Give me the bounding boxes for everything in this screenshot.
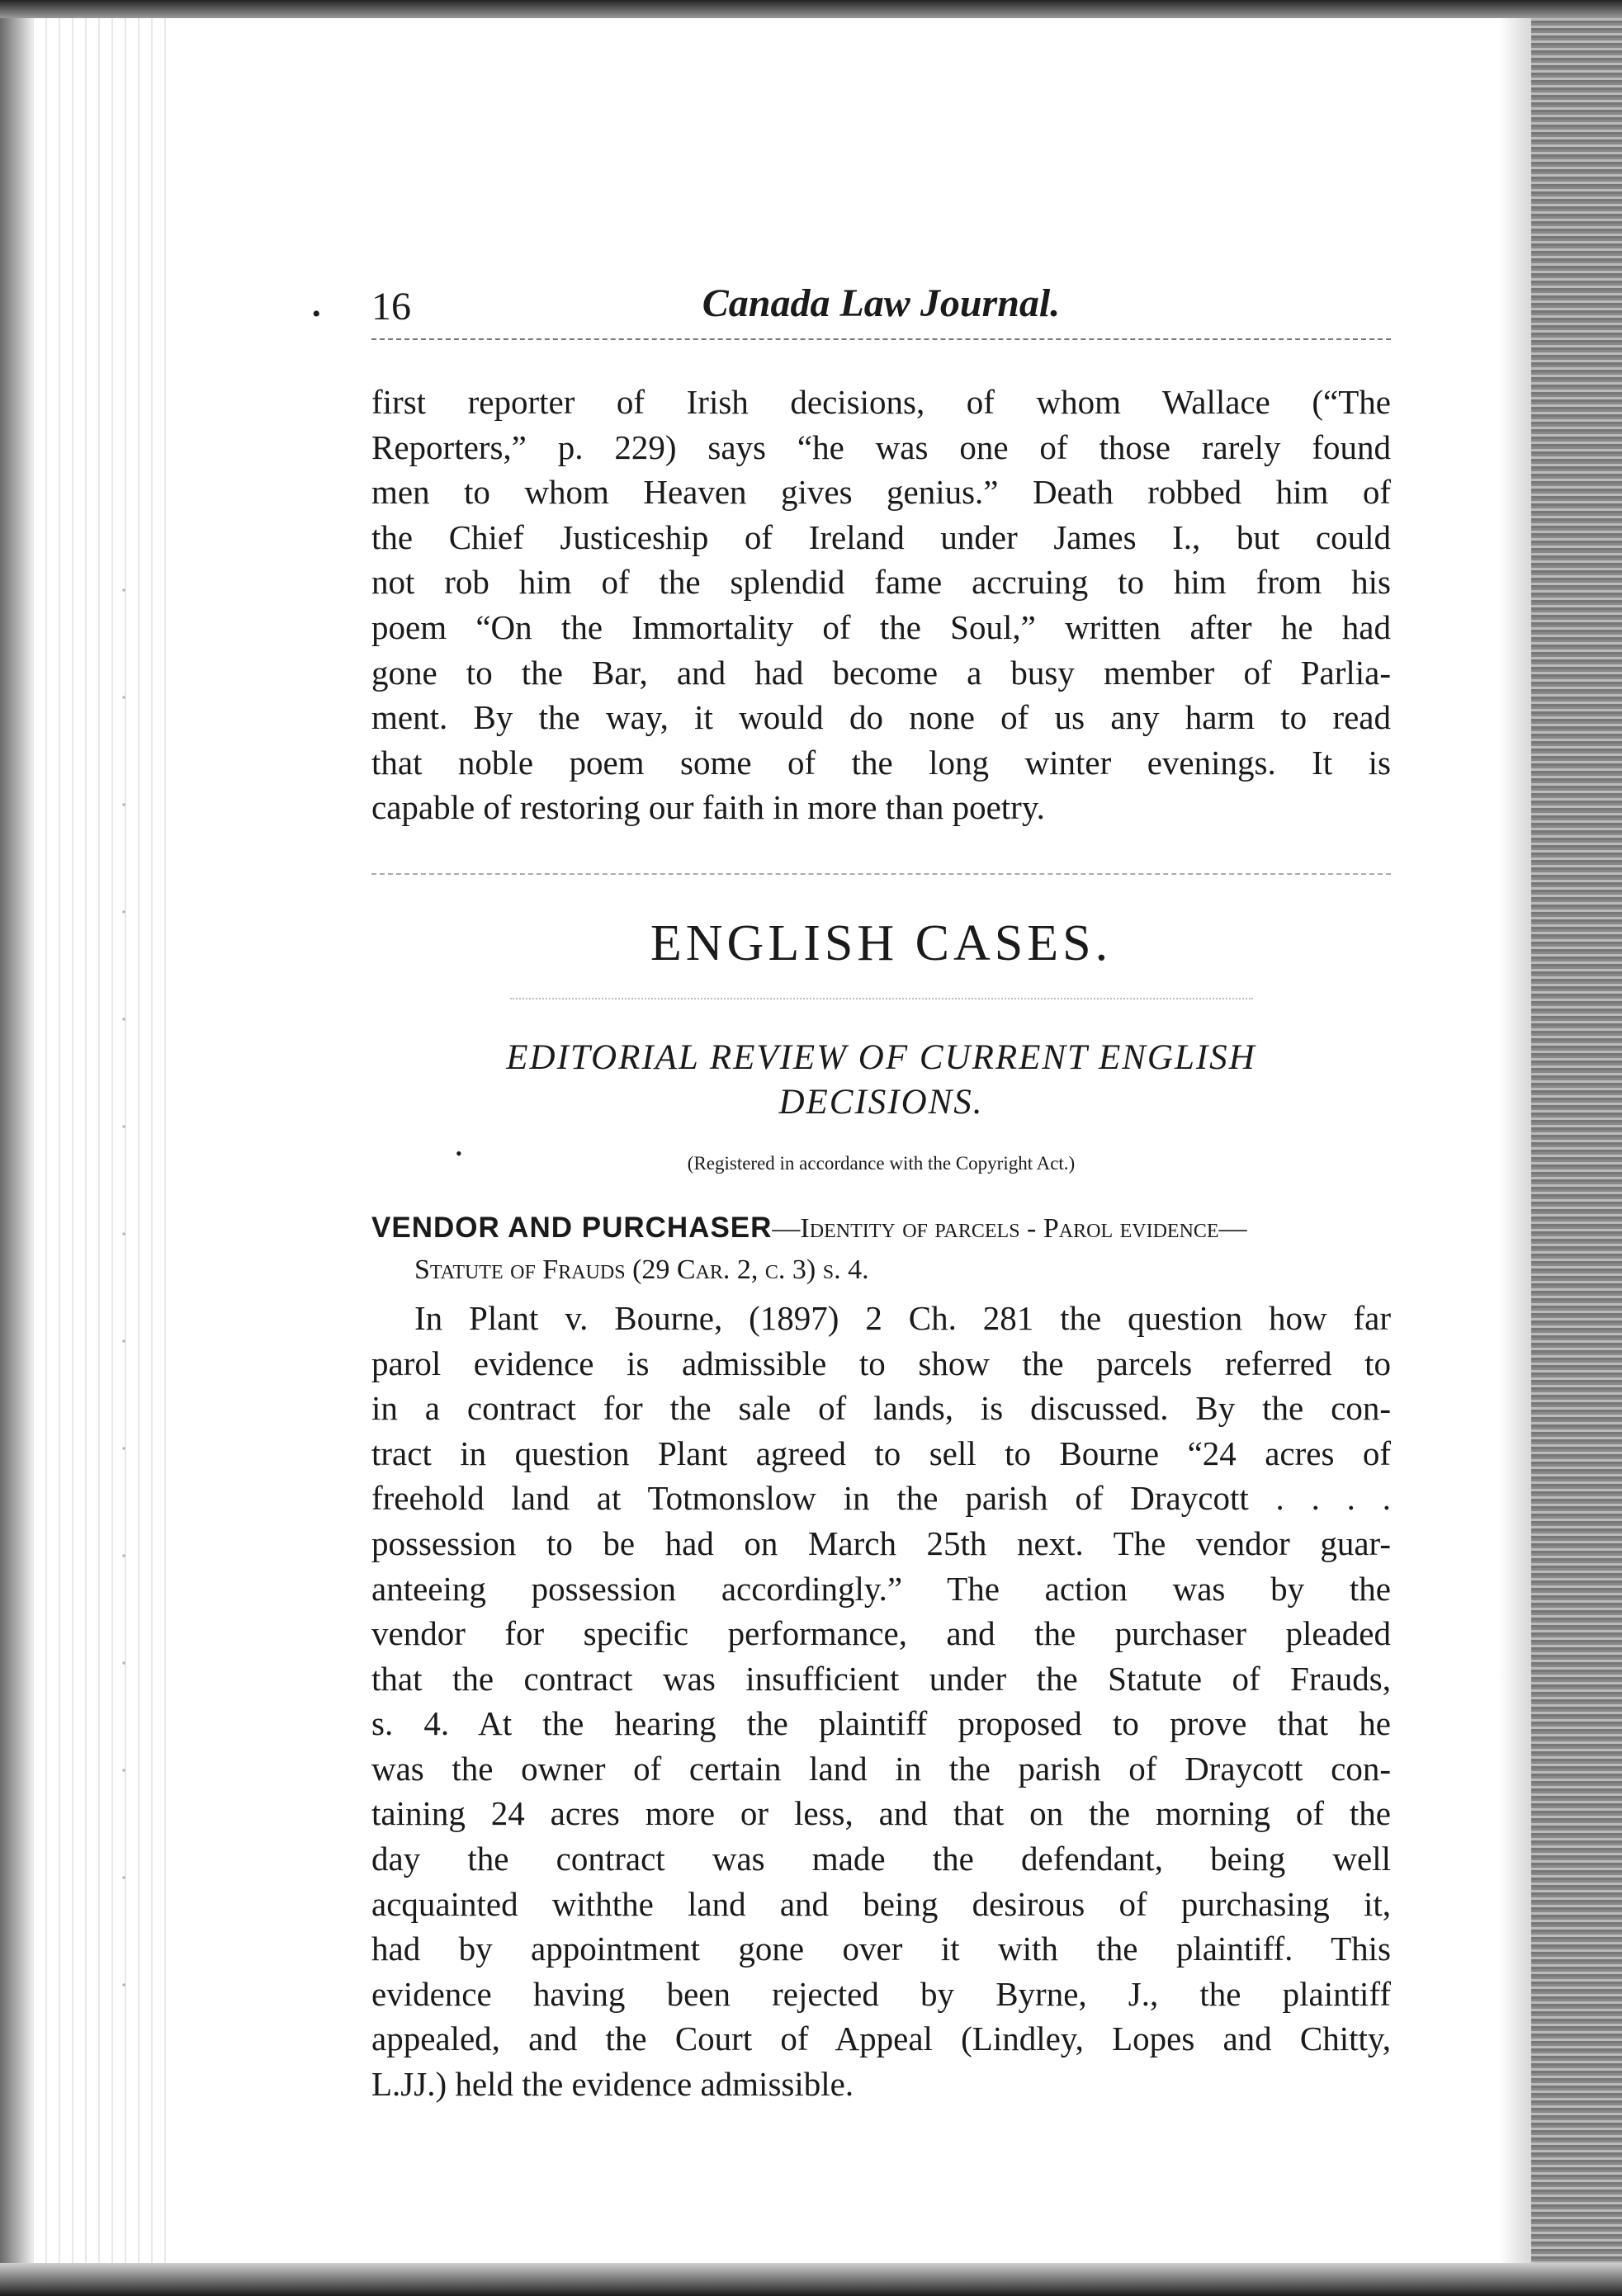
text-line: the Chief Justiceship of Ireland under James I., but could	[371, 517, 1391, 556]
journal-title: Canada Law Journal.	[702, 281, 1061, 325]
margin-mark: •	[312, 300, 321, 328]
text-line: had by appointment gone over it with the plaintiff. This	[371, 1930, 1391, 1968]
case-paragraph	[371, 1296, 1391, 2107]
text-line: capable of restoring our faith in more than poetry.	[371, 788, 1045, 827]
text-line: acquainted withthe land and being desirous of purchasing it,	[371, 1884, 1391, 1923]
page-number: 16	[371, 285, 411, 328]
copyright-notice: (Registered in accordance with the Copyright Act.)	[687, 1152, 1076, 1174]
case-heading-topics: —Identity of parcels - Parol evidence—	[772, 1212, 1247, 1244]
text-line: appealed, and the Court of Appeal (Lindley, Lopes and Chitty,	[371, 2020, 1391, 2058]
section-subtitle	[371, 1036, 1391, 1125]
text-line: anteeing possession accordingly.” The action was by the	[371, 1569, 1391, 1608]
text-line: day the contract was made the defendant, being well	[371, 1840, 1391, 1878]
scan-top-edge	[0, 0, 1622, 18]
text-line: gone to the Bar, and had become a busy member of Parlia-	[371, 653, 1391, 692]
subtitle-line: EDITORIAL REVIEW OF CURRENT ENGLISH	[506, 1037, 1256, 1077]
text-line: vendor for specific performance, and the purchaser pleaded	[371, 1614, 1391, 1653]
subtitle-line: DECISIONS.	[778, 1082, 984, 1122]
text-line: not rob him of the splendid fame accruing to him from his	[371, 563, 1391, 602]
scan-left-shadow	[0, 0, 33, 2296]
text-line: L.JJ.) held the evidence admissible.	[371, 2065, 854, 2104]
case-heading-lead: VENDOR AND PURCHASER	[371, 1211, 773, 1244]
scan-margin-noise	[99, 536, 165, 2022]
text-line: possession to be had on March 25th next. The vendor guar-	[371, 1524, 1391, 1562]
case-heading-statute: Statute of Frauds (29 Car. 2, c. 3) s. 4.	[414, 1254, 869, 1285]
scan-bottom-edge	[0, 2263, 1622, 2296]
journal-page	[312, 272, 1391, 2107]
text-line: Reporters,” p. 229) says “he was one of those rarely found	[371, 428, 1391, 466]
section-divider	[371, 873, 1391, 875]
text-line: In Plant v. Bourne, (1897) 2 Ch. 281 the question how far	[414, 1298, 1391, 1337]
text-line: tract in question Plant agreed to sell to Bourne “24 acres of	[371, 1434, 1391, 1472]
text-line: parol evidence is admissible to show the parcels referred to	[371, 1344, 1391, 1382]
text-line: in a contract for the sale of lands, is discussed. By the con-	[371, 1389, 1391, 1428]
title-divider	[510, 998, 1253, 999]
bullet-mark: •	[456, 1143, 462, 1164]
case-heading	[371, 1207, 1391, 1291]
text-line: ment. By the way, it would do none of us any harm to read	[371, 698, 1391, 737]
text-line: evidence having been rejected by Byrne, J., the plaintiff	[371, 1974, 1391, 2013]
text-line: s. 4. At the hearing the plaintiff proposed to prove that he	[371, 1704, 1391, 1743]
text-line: that noble poem some of the long winter evenings. It is	[371, 743, 1391, 782]
text-line: poem “On the Immortality of the Soul,” written after he had	[371, 607, 1391, 646]
scan-right-edge	[1531, 0, 1622, 2296]
text-line: freehold land at Totmonslow in the parish of Draycott . . . .	[371, 1479, 1391, 1518]
scan-right-shadow	[1498, 0, 1531, 2296]
text-line: first reporter of Irish decisions, of whom Wallace (“The	[371, 383, 1391, 421]
text-line: that the contract was insufficient under the Statute of Frauds,	[371, 1659, 1391, 1698]
text-line: was the owner of certain land in the parish of Draycott con-	[371, 1749, 1391, 1788]
running-head	[312, 272, 1391, 340]
text-line: men to whom Heaven gives genius.” Death robbed him of	[371, 473, 1391, 512]
intro-paragraph	[371, 380, 1391, 830]
text-line: taining 24 acres more or less, and that on the morning of the	[371, 1794, 1391, 1833]
section-title: ENGLISH CASES.	[650, 914, 1113, 971]
